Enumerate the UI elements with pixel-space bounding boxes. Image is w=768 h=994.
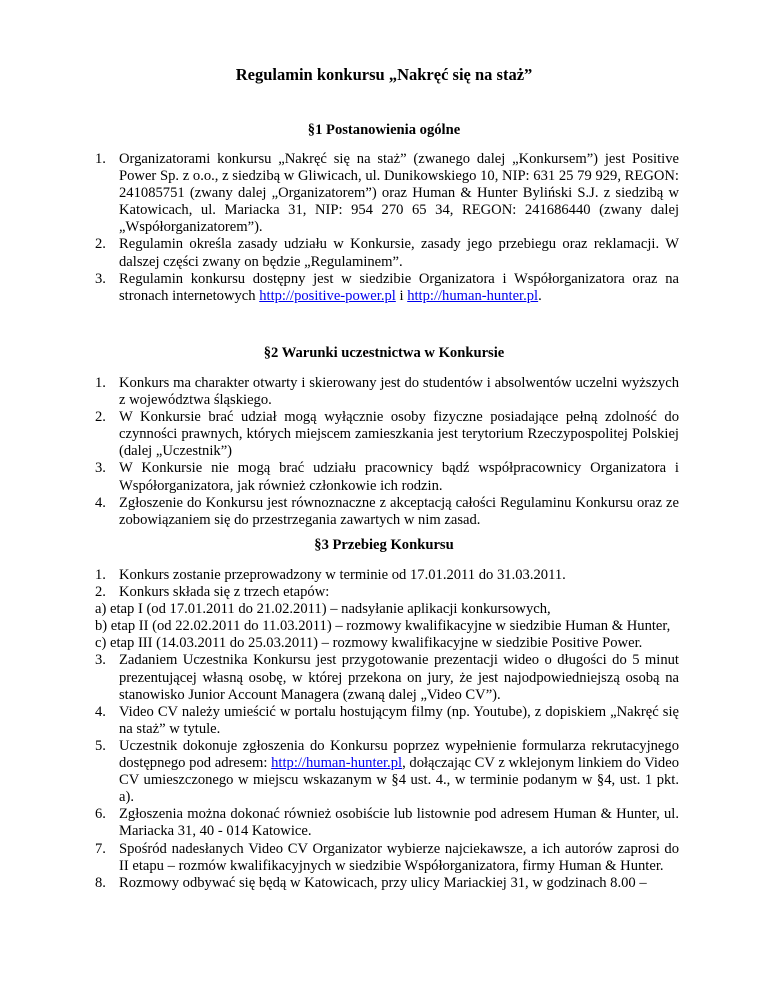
- list-item: [95, 495, 679, 529]
- stage-b: b) etap II (od 22.02.2011 do 11.03.2011) – rozmowy kwalifikacyjne w siedzibie Human & Hunter,: [95, 618, 671, 635]
- section-1-heading: §1 Postanowienia ogólne: [307, 122, 461, 138]
- positive-power-link[interactable]: http://positive-power.pl: [259, 287, 396, 304]
- item-number: 1.: [95, 567, 106, 583]
- human-hunter-link[interactable]: http://human-hunter.pl: [407, 287, 539, 304]
- stage-a: a) etap I (od 17.01.2011 do 21.02.2011) – nadsyłanie aplikacji konkursowych,: [95, 601, 551, 618]
- item-number: 4.: [95, 494, 106, 511]
- list-item: [95, 652, 679, 703]
- item-number: 2.: [95, 584, 106, 601]
- item-text: Video CV należy umieścić w portalu hostującym filmy (np. Youtube), z dopiskiem „Nakręć się na staż” w tytule.: [119, 703, 679, 737]
- list-item: [95, 704, 679, 738]
- human-hunter-form-link[interactable]: http://human-hunter.pl: [271, 755, 403, 772]
- item-number: 3.: [95, 270, 106, 287]
- item-number: 7.: [95, 840, 106, 857]
- item-text: Zgłoszenie do Konkursu jest równoznaczne z akceptacją całości Regulaminu Konkursu oraz ze zobowiązaniem się do przestrzegania zawartych w nim zasad.: [119, 494, 679, 528]
- item-text: Rozmowy odbywać się będą w Katowicach, przy ulicy Mariackiej 31, w godzinach 8.00 –: [119, 874, 647, 891]
- section-2-list: [95, 375, 679, 529]
- item-text: Konkurs zostanie przeprowadzony w terminie od 17.01.2011 do 31.03.2011.: [119, 567, 566, 583]
- document-title: Regulamin konkursu „Nakręć się na staż”: [235, 65, 533, 84]
- item-text: Zgłoszenia można dokonać również osobiście lub listownie pod adresem Human & Hunter, ul. Mariacka 31, 40 - 014 Katowice.: [119, 806, 679, 840]
- item-text: Regulamin konkursu dostępny jest w siedzibie Organizatora i Współorganizatora oraz na stronach internetowych: [119, 270, 679, 304]
- item-text: W Konkursie nie mogą brać udziału pracownicy bądź współpracownicy Organizatora i Współorganizatora, jak również członkowie ich rodzin.: [119, 460, 679, 494]
- item-number: 3.: [95, 652, 106, 669]
- item-number: 2.: [95, 236, 106, 253]
- item-number: 6.: [95, 806, 106, 823]
- item-text: Konkurs ma charakter otwarty i skierowany jest do studentów i absolwentów uczelni wyższych z województwa śląskiego.: [119, 375, 679, 409]
- item-text: .: [538, 287, 542, 304]
- list-item: [95, 841, 679, 875]
- list-item: [95, 567, 679, 584]
- item-number: 1.: [95, 375, 106, 391]
- list-item: [95, 806, 679, 840]
- list-item: [95, 875, 679, 892]
- list-item: [95, 271, 679, 305]
- item-number: 5.: [95, 737, 106, 754]
- section-3-heading: §3 Przebieg Konkursu: [314, 537, 454, 553]
- item-number: 8.: [95, 874, 106, 891]
- item-number: 3.: [95, 460, 106, 477]
- item-text: Regulamin określa zasady udziału w Konkursie, zasady jego przebiegu oraz reklamacji. W dalszej części zwany on będzie „Regulaminem”.: [119, 236, 679, 270]
- list-item: [95, 375, 679, 409]
- section-1-list: [95, 151, 679, 305]
- item-number: 4.: [95, 703, 106, 720]
- item-text: i: [395, 287, 408, 304]
- list-item: [95, 236, 679, 270]
- item-text: Konkurs składa się z trzech etapów:: [119, 584, 330, 601]
- stage-c: c) etap III (14.03.2011 do 25.03.2011) – rozmowy kwalifikacyjne w siedzibie Positive Power.: [95, 635, 643, 652]
- item-text: Uczestnik dokonuje zgłoszenia do Konkursu poprzez wypełnienie formularza rekrutacyjnego dostępnego pod adresem:: [119, 737, 679, 772]
- list-item: [95, 460, 679, 494]
- item-number: 1.: [95, 151, 106, 167]
- section-2-heading: §2 Warunki uczestnictwa w Konkursie: [263, 345, 505, 361]
- item-text: W Konkursie brać udział mogą wyłącznie osoby fizyczne posiadające pełną zdolność do czynności prawnych, których miejscem zamieszkania jest terytorium Rzeczypospolitej Polskiej (dalej „Uczestnik”): [119, 409, 679, 460]
- item-text: Organizatorami konkursu „Nakręć się na staż” (zwanego dalej „Konkursem”) jest Positive Power Sp. z o.o., z siedzibą w Gliwicach, ul. Dunikowskiego 10, NIP: 631 25 79 929, REGON: 241085751 (zwany dalej „Organizatorem”) oraz Human & Hunter Byliński S.J. z siedzibą w Katowicach, ul. Mariacka 31, NIP: 954 270 65 34, REGON: 241686440 (zwany dalej „Współorganizatorem”).: [119, 151, 679, 236]
- item-text: Spośród nadesłanych Video CV Organizator wybierze najciekawsze, a ich autorów zaprosi do II etapu – rozmów kwalifikacyjnych w siedzibie Współorganizatora, firmy Human & Hunter.: [119, 840, 679, 874]
- list-item: [95, 738, 679, 806]
- list-item: [95, 584, 679, 601]
- section-3-list: [95, 567, 679, 892]
- item-text: Zadaniem Uczestnika Konkursu jest przygotowanie prezentacji wideo o długości do 5 minut prezentującej własną osobę, w której przekona on jury, że jest najodpowiedniejszą osobą na stanowisko Junior Account Managera (zwaną dalej „Video CV”).: [119, 652, 679, 703]
- item-text: , dołączając CV z wklejonym linkiem do Video CV umieszczonego w miejscu wskazanym w §4 ust. 4., w terminie podanym w §4, ust. 1 pkt. a).: [119, 755, 679, 806]
- item-number: 2.: [95, 409, 106, 426]
- list-item: [95, 409, 679, 460]
- list-item: [95, 151, 679, 236]
